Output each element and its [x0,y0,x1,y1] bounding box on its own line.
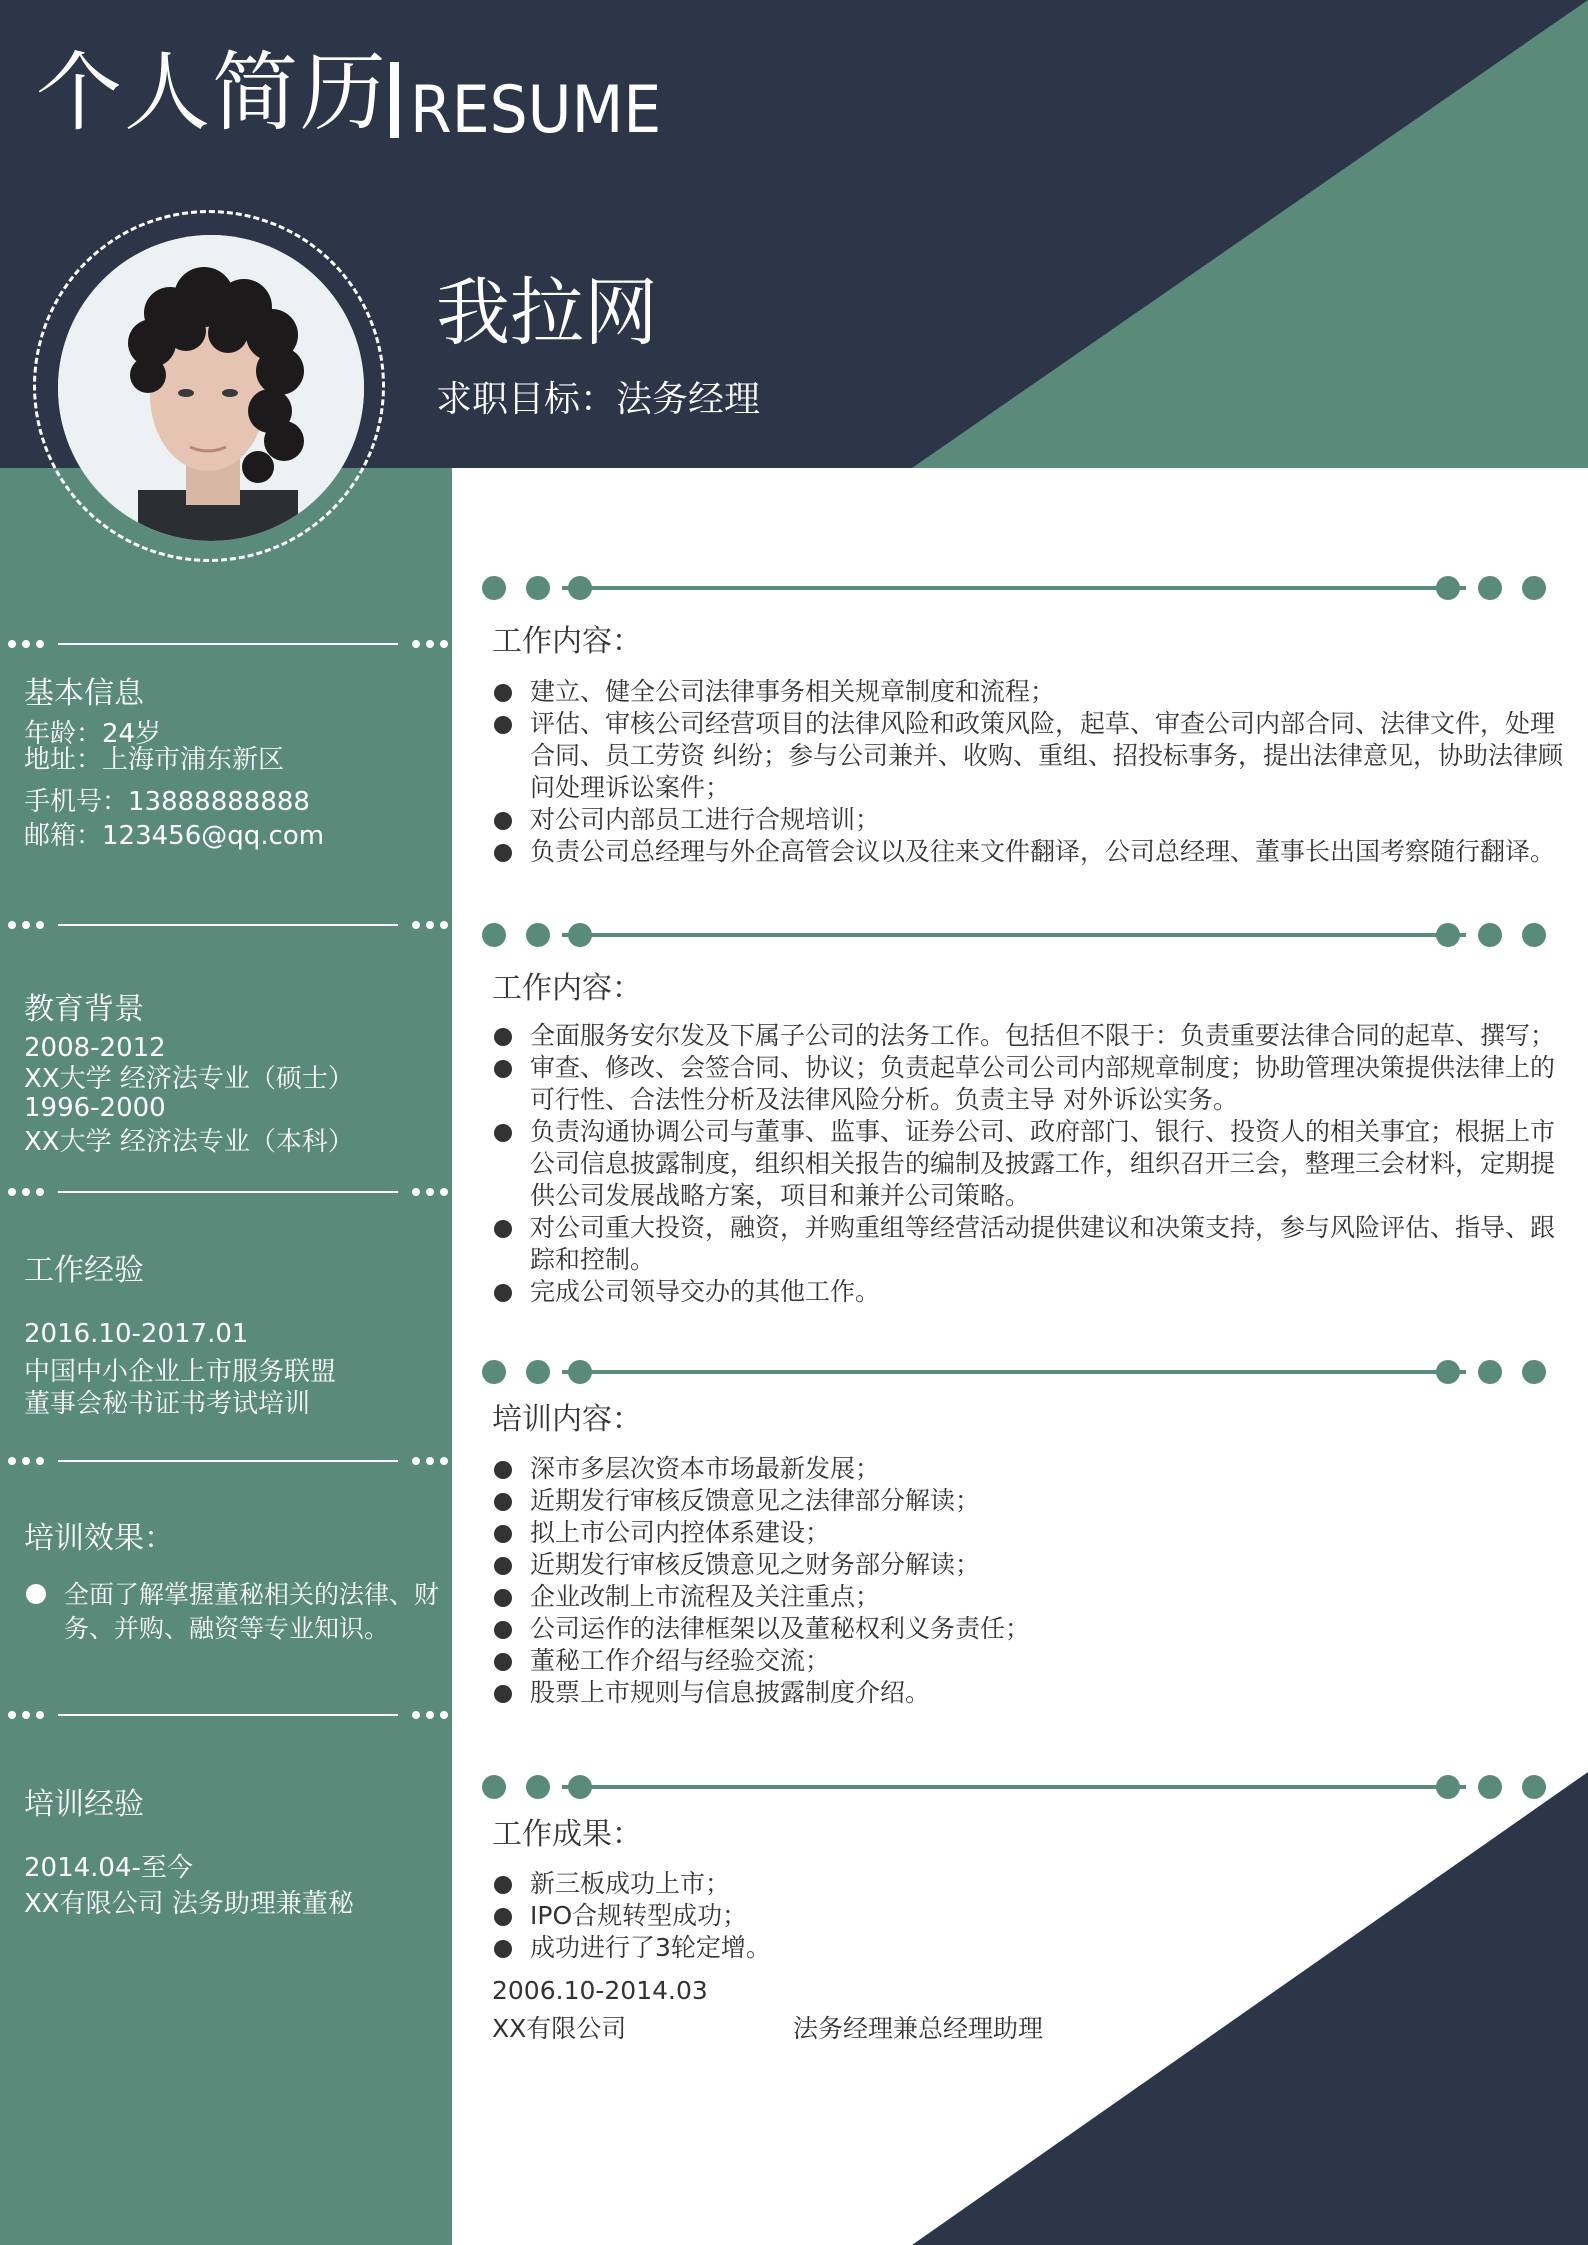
section-list [492,1020,1556,1308]
email: 邮箱：123456@qq.com [24,821,325,851]
achievement-position: 法务经理兼总经理助理 [793,2014,1044,2043]
avatar [58,235,364,541]
education-period: 2008-2012 [24,1033,166,1063]
basic-info-heading: 基本信息 [24,676,144,711]
section-divider [480,1773,1548,1801]
list-item: 近期发行审核反馈意见之财务部分解读； [492,1549,1556,1581]
list-item: 股票上市规则与信息披露制度介绍。 [492,1677,1556,1709]
resume-title-cn: 个人简历 [36,43,388,143]
training-experience-heading: 培训经验 [24,1787,144,1822]
training-organization: XX有限公司 法务助理兼董秘 [24,1889,354,1919]
bullet-dot-icon [494,1557,512,1575]
sidebar-divider [8,1708,448,1722]
sidebar-divider [8,1185,448,1199]
title-divider-bar [390,62,399,138]
section-heading: 工作成果： [492,1817,642,1852]
work-period: 2016.10-2017.01 [24,1319,249,1349]
bullet-dot-icon [494,1525,512,1543]
portrait-photo [58,235,364,541]
bullet-dot-icon [494,716,512,734]
bullet-dot-icon [494,1124,512,1142]
education-period: 1996-2000 [24,1093,166,1123]
section-divider [480,574,1548,602]
candidate-name: 我拉网 [436,270,658,356]
education-school: XX大学 经济法专业（硕士） [24,1064,354,1094]
sidebar-divider [8,637,448,651]
sidebar-divider [8,1454,448,1468]
section-divider [480,921,1548,949]
bullet-dot-icon [494,844,512,862]
achievement-company: XX有限公司 [492,2014,627,2043]
section-divider [480,1358,1548,1386]
section-list [492,1868,1192,1964]
list-item: 拟上市公司内控体系建设； [492,1517,1556,1549]
list-item: 公司运作的法律框架以及董秘权利义务责任； [492,1613,1556,1645]
achievement-period: 2006.10-2014.03 [492,1976,708,2005]
bullet-dot-icon [494,1940,512,1958]
training-effect-heading: 培训效果： [24,1521,174,1556]
bullet-dot-icon [494,1908,512,1926]
section-list [492,676,1572,868]
work-role: 董事会秘书证书考试培训 [24,1389,311,1419]
list-item: 全面服务安尔发及下属子公司的法务工作。包括但不限于：负责重要法律合同的起草、撰写； [492,1020,1556,1052]
list-item: 评估、审核公司经营项目的法律风险和政策风险，起草、审查公司内部合同、法律文件，处理合同、员工劳资 纠纷；参与公司兼并、收购、重组、招投标事务，提出法律意见，协助法律顾问处理诉讼案件； [492,708,1572,804]
list-item: 近期发行审核反馈意见之法律部分解读； [492,1485,1556,1517]
phone: 手机号：13888888888 [24,787,310,817]
bullet-dot-icon [494,812,512,830]
bullet-dot-icon [494,1220,512,1238]
training-period: 2014.04-至今 [24,1853,193,1883]
list-item: 对公司内部员工进行合规培训； [492,804,1572,836]
bullet-dot-icon [494,1685,512,1703]
list-item: 新三板成功上市； [492,1868,1192,1900]
list-item: 企业改制上市流程及关注重点； [492,1581,1556,1613]
list-item: 建立、健全公司法律事务相关规章制度和流程； [492,676,1572,708]
bullet-dot-icon [494,684,512,702]
bullet-dot-icon [494,1589,512,1607]
work-experience-heading: 工作经验 [24,1253,144,1288]
bullet-dot-icon [494,1621,512,1639]
list-item: IPO合规转型成功； [492,1900,1192,1932]
job-objective: 求职目标：法务经理 [436,379,761,420]
bullet-dot-icon [494,1493,512,1511]
training-effect-item: 全面了解掌握董秘相关的法律、财务、并购、融资等专业知识。 [24,1578,444,1646]
list-item: 负责公司总经理与外企高管会议以及往来文件翻译，公司总经理、董事长出国考察随行翻译。 [492,836,1572,868]
bullet-dot-icon [494,1653,512,1671]
section-heading: 工作内容： [492,971,642,1006]
resume-title-en: RESUME [410,72,662,149]
section-heading: 工作内容： [492,624,642,659]
education-heading: 教育背景 [24,992,144,1027]
bullet-dot-icon [494,1284,512,1302]
list-item: 董秘工作介绍与经验交流； [492,1645,1556,1677]
sidebar-divider [8,918,448,932]
bullet-dot-icon [494,1060,512,1078]
education-school: XX大学 经济法专业（本科） [24,1127,354,1157]
bullet-dot-icon [494,1876,512,1894]
footer-navy-triangle [912,1772,1588,2245]
section-list [492,1453,1556,1709]
list-item: 成功进行了3轮定增。 [492,1932,1192,1964]
age: 年龄：24岁 [24,719,162,749]
list-item: 负责沟通协调公司与董事、监事、证券公司、政府部门、银行、投资人的相关事宜；根据上市公司信息披露制度，组织相关报告的编制及披露工作，组织召开三会，整理三会材料，定期提 供公司发展战略方案，项目和兼并公司策略。 [492,1116,1556,1212]
list-item: 完成公司领导交办的其他工作。 [492,1276,1556,1308]
work-organization: 中国中小企业上市服务联盟 [24,1357,337,1387]
bullet-dot-icon [26,1584,46,1604]
address: 地址：上海市浦东新区 [24,745,285,775]
list-item: 深市多层次资本市场最新发展； [492,1453,1556,1485]
list-item: 对公司重大投资，融资，并购重组等经营活动提供建议和决策支持，参与风险评估、指导、跟 踪和控制。 [492,1212,1556,1276]
bullet-dot-icon [494,1461,512,1479]
list-item: 审查、修改、会签合同、协议；负责起草公司公司内部规章制度；协助管理决策提供法律上的可行性、合法性分析及法律风险分析。负责主导 对外诉讼实务。 [492,1052,1556,1116]
section-heading: 培训内容： [492,1402,642,1437]
bullet-dot-icon [494,1028,512,1046]
